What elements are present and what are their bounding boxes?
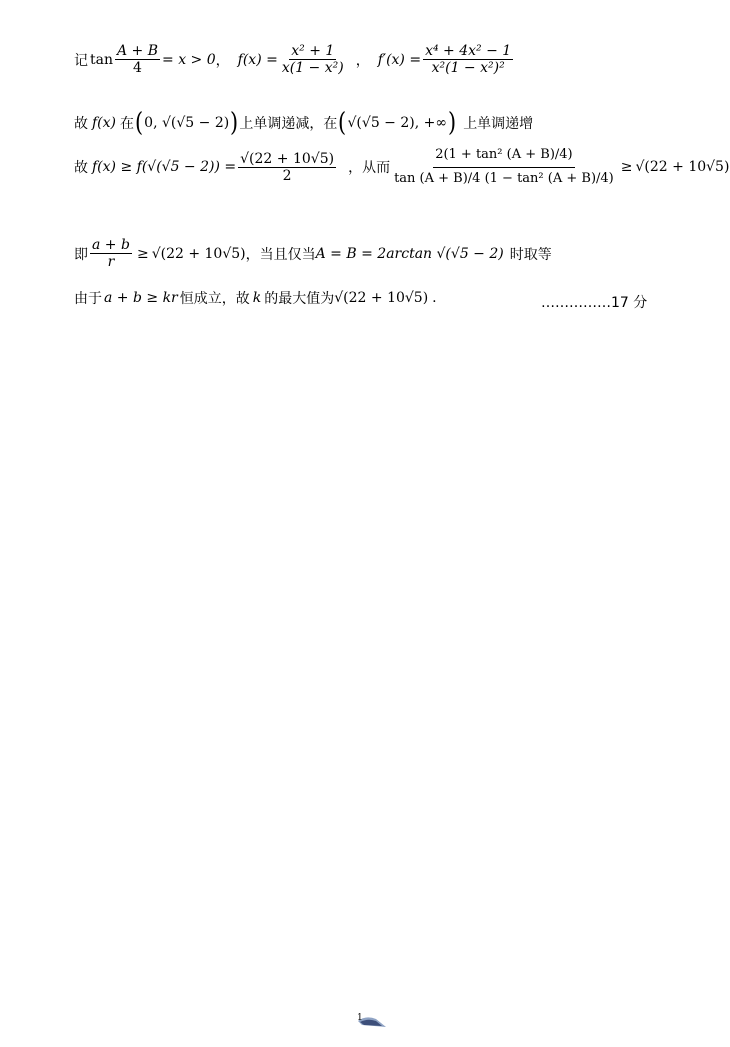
text-increasing: 上单调递增 [463, 116, 534, 132]
frac-numerator: A + B [117, 43, 159, 59]
f-denominator: x(1 − x²) [281, 60, 344, 77]
text-max: 的最大值为 [264, 291, 335, 307]
big-fraction [392, 148, 616, 187]
text-decreasing: 上单调递减，在 [239, 116, 338, 132]
interval-increasing: √(√5 − 2), +∞ [347, 115, 448, 131]
f-symbol: f [237, 51, 243, 68]
f-argument: (x) = [242, 51, 278, 68]
math-line-4 [74, 237, 552, 270]
text-youyu: 由于 [74, 291, 102, 307]
left-paren-2: ( [338, 108, 347, 138]
right-paren-2: ) [448, 108, 457, 138]
text-equality: 时取等 [509, 246, 552, 263]
k-symbol: k [252, 290, 262, 306]
math-line-1 [74, 43, 515, 76]
text-ji: 记 [74, 52, 88, 69]
inequality-f: f(x) ≥ f(√(√5 − 2)) = [92, 159, 237, 176]
kr-inequality: a + b ≥ kr [104, 290, 178, 306]
score-marker: ……………17 分 [541, 295, 648, 311]
comma: ， [215, 52, 230, 69]
fp-numerator: x⁴ + 4x² − 1 [425, 43, 512, 59]
frac-denominator: 4 [133, 60, 142, 77]
right-paren: ) [230, 108, 239, 138]
page-number: 1 [357, 1013, 363, 1023]
rhs-fraction [238, 151, 336, 184]
x-definition: = x > 0 [162, 51, 216, 68]
text-ji-2: 即 [74, 246, 88, 263]
text-condition: ，当且仅当 [245, 246, 316, 263]
rhs-numerator: √(22 + 10√5) [240, 150, 335, 167]
ab-over-r [90, 237, 132, 270]
text-zai: 在 [120, 116, 135, 132]
math-line-2 [74, 110, 533, 136]
left-paren: ( [135, 108, 144, 138]
f-prime-fraction [423, 43, 513, 76]
ab-numerator: a + b [92, 237, 130, 253]
ge-sign: ≥ [620, 159, 633, 176]
period: . [432, 290, 437, 306]
max-value: √(22 + 10√5) [334, 290, 429, 306]
math-line-3 [74, 148, 729, 187]
page-number-mark [356, 1013, 388, 1029]
f-fraction [280, 43, 346, 76]
comma-2: ， [355, 52, 370, 69]
big-denominator: tan (A + B)/4 (1 − tan² (A + B)/4) [394, 170, 614, 186]
fp-denominator: x²(1 − x²)² [431, 60, 505, 77]
bound-value: √(22 + 10√5) [151, 245, 246, 262]
text-gu: 故 [74, 116, 88, 132]
result-value: √(22 + 10√5) [635, 159, 730, 176]
ab-denominator: r [107, 254, 115, 271]
f-numerator: x² + 1 [291, 43, 335, 59]
f-of-x: f(x) [92, 115, 117, 131]
rhs-denominator: 2 [282, 167, 292, 184]
big-numerator: 2(1 + tan² (A + B)/4) [433, 148, 574, 168]
fraction-a-plus-b-over-4 [115, 43, 160, 76]
tan-label: tan [90, 51, 113, 68]
ge-sign-2: ≥ [136, 245, 149, 262]
text-gu-2: 故 [74, 160, 88, 177]
interval-decreasing: 0, √(√5 − 2) [144, 115, 230, 131]
math-line-5 [74, 288, 437, 308]
text-holds: 恒成立，故 [179, 291, 250, 307]
equality-condition: A = B = 2arctan √(√5 − 2) [315, 245, 504, 262]
text-congEr: ，从而 [348, 160, 391, 177]
f-prime: f′(x) = [377, 51, 422, 68]
